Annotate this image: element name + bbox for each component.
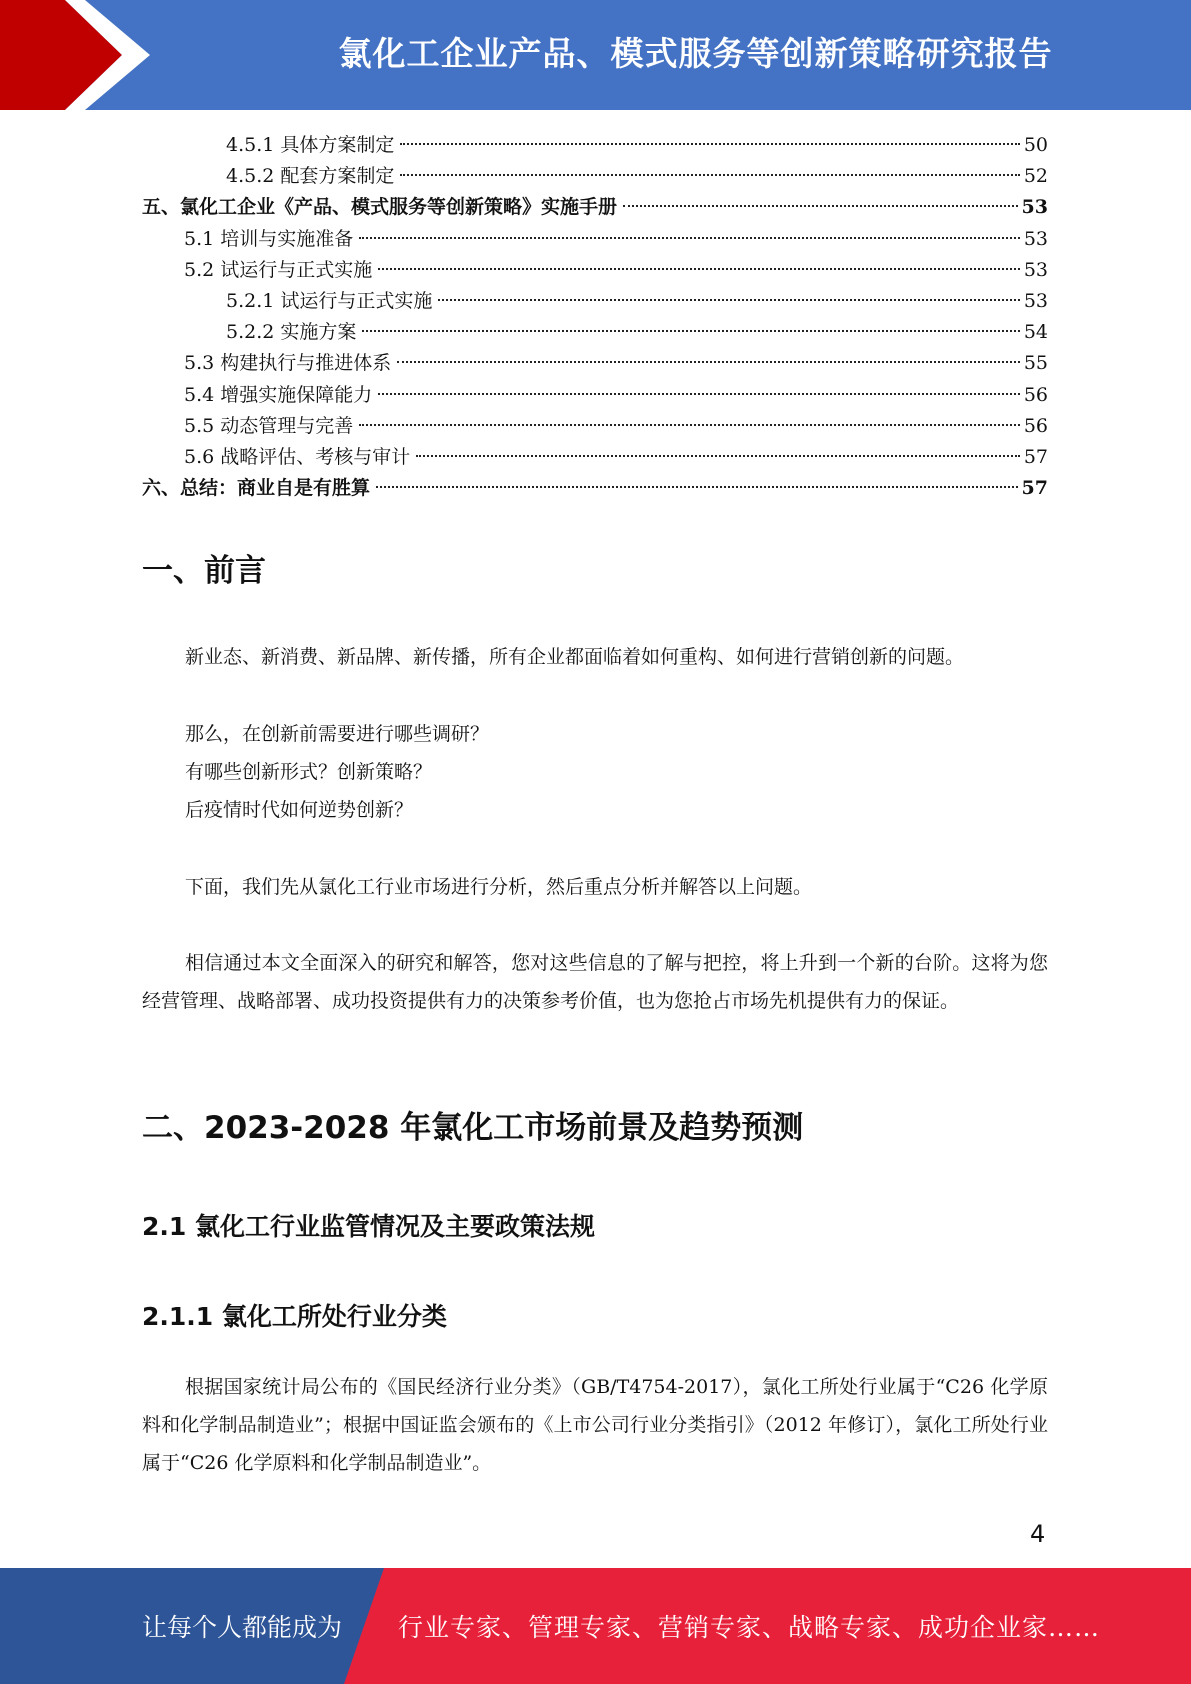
toc-item[interactable] (142, 130, 1048, 161)
paragraph: 下面，我们先从氯化工行业市场进行分析，然后重点分析并解答以上问题。 (185, 876, 813, 898)
toc-item[interactable] (142, 192, 1048, 223)
toc-page: 55 (1023, 352, 1048, 375)
toc-label: 5.2.1 试运行与正式实施 (226, 289, 433, 312)
toc-item[interactable] (142, 255, 1048, 286)
header-arrow-decoration (0, 0, 160, 110)
toc-page: 53 (1023, 227, 1048, 250)
toc-label: 5.4 增强实施保障能力 (184, 383, 373, 406)
footer-slogan-left: 让每个人都能成为 (142, 1613, 343, 1642)
toc-page: 52 (1023, 165, 1048, 188)
toc-page: 56 (1023, 414, 1048, 437)
toc-leader (362, 330, 1019, 332)
toc-label: 5.3 构建执行与推进体系 (184, 352, 392, 375)
toc-item[interactable] (142, 473, 1048, 504)
toc-label: 5.6 战略评估、考核与审计 (184, 445, 411, 468)
toc-leader (397, 361, 1020, 363)
subsection-heading: 2.1 氯化工行业监管情况及主要政策法规 (142, 1212, 595, 1241)
page-number: 4 (1030, 1520, 1046, 1548)
toc-page: 57 (1023, 445, 1048, 468)
toc-item[interactable] (142, 224, 1048, 255)
toc-leader (359, 237, 1020, 239)
question-line: 有哪些创新形式？创新策略？ (185, 761, 433, 783)
toc-label: 5.1 培训与实施准备 (184, 227, 354, 250)
toc-leader (438, 299, 1019, 301)
section-heading-preface: 一、前言 (142, 553, 266, 589)
toc-leader (359, 424, 1020, 426)
toc-item[interactable] (142, 317, 1048, 348)
toc-item[interactable] (142, 411, 1048, 442)
toc-leader (416, 455, 1020, 457)
toc-label: 5.2.2 实施方案 (226, 321, 357, 344)
toc-page: 50 (1023, 134, 1048, 156)
subsection-heading: 2.1.1 氯化工所处行业分类 (142, 1302, 447, 1331)
toc-label: 4.5.2 配套方案制定 (226, 165, 395, 188)
toc-leader (378, 268, 1020, 270)
report-title: 氯化工企业产品、模式服务等创新策略研究报告 (338, 34, 1053, 73)
toc-label: 六、总结：商业自是有胜算 (142, 477, 371, 500)
toc-label: 5.5 动态管理与完善 (184, 414, 354, 437)
toc-page: 56 (1023, 383, 1048, 406)
section-heading-forecast: 二、2023-2028 年氯化工市场前景及趋势预测 (142, 1110, 804, 1146)
toc-label: 五、氯化工企业《产品、模式服务等创新策略》实施手册 (142, 196, 618, 219)
toc-page: 53 (1021, 196, 1048, 219)
toc-item[interactable] (142, 442, 1048, 473)
toc-item[interactable] (142, 348, 1048, 379)
toc-leader (400, 143, 1019, 145)
toc-leader (400, 174, 1019, 176)
toc-page: 54 (1023, 321, 1048, 344)
question-line: 后疫情时代如何逆势创新？ (185, 799, 414, 821)
toc-label: 5.2 试运行与正式实施 (184, 258, 373, 281)
question-line: 那么，在创新前需要进行哪些调研？ (185, 723, 490, 745)
paragraph: 根据国家统计局公布的《国民经济行业分类》（GB/T4754-2017），氯化工所处行业属于“C26 化学原料和化学制品制造业”；根据中国证监会颁布的《上市公司行业分类指引》（2012 年修订），氯化工所处行业属于“C26 化学原料和化学制品制造业”。 (142, 1376, 1048, 1474)
toc-item[interactable] (142, 161, 1048, 192)
page-footer (0, 1568, 1191, 1684)
toc-item[interactable] (142, 286, 1048, 317)
toc-item[interactable] (142, 380, 1048, 411)
toc-page: 53 (1023, 289, 1048, 312)
toc-leader (376, 486, 1018, 488)
toc-page: 53 (1023, 258, 1048, 281)
toc-leader (378, 393, 1020, 395)
footer-slogan-right: 行业专家、管理专家、营销专家、战略专家、成功企业家…… (398, 1613, 1101, 1642)
toc-label: 4.5.1 具体方案制定 (226, 134, 395, 156)
table-of-contents (142, 130, 1048, 504)
toc-leader (623, 205, 1018, 207)
toc-page: 57 (1021, 477, 1048, 500)
paragraph: 新业态、新消费、新品牌、新传播，所有企业都面临着如何重构、如何进行营销创新的问题。 (185, 646, 965, 668)
page-header (0, 0, 1191, 110)
paragraph: 相信通过本文全面深入的研究和解答，您对这些信息的了解与把控，将上升到一个新的台阶。这将为您经营管理、战略部署、成功投资提供有力的决策参考价值，也为您抢占市场先机提供有力的保证。 (142, 952, 1048, 1012)
